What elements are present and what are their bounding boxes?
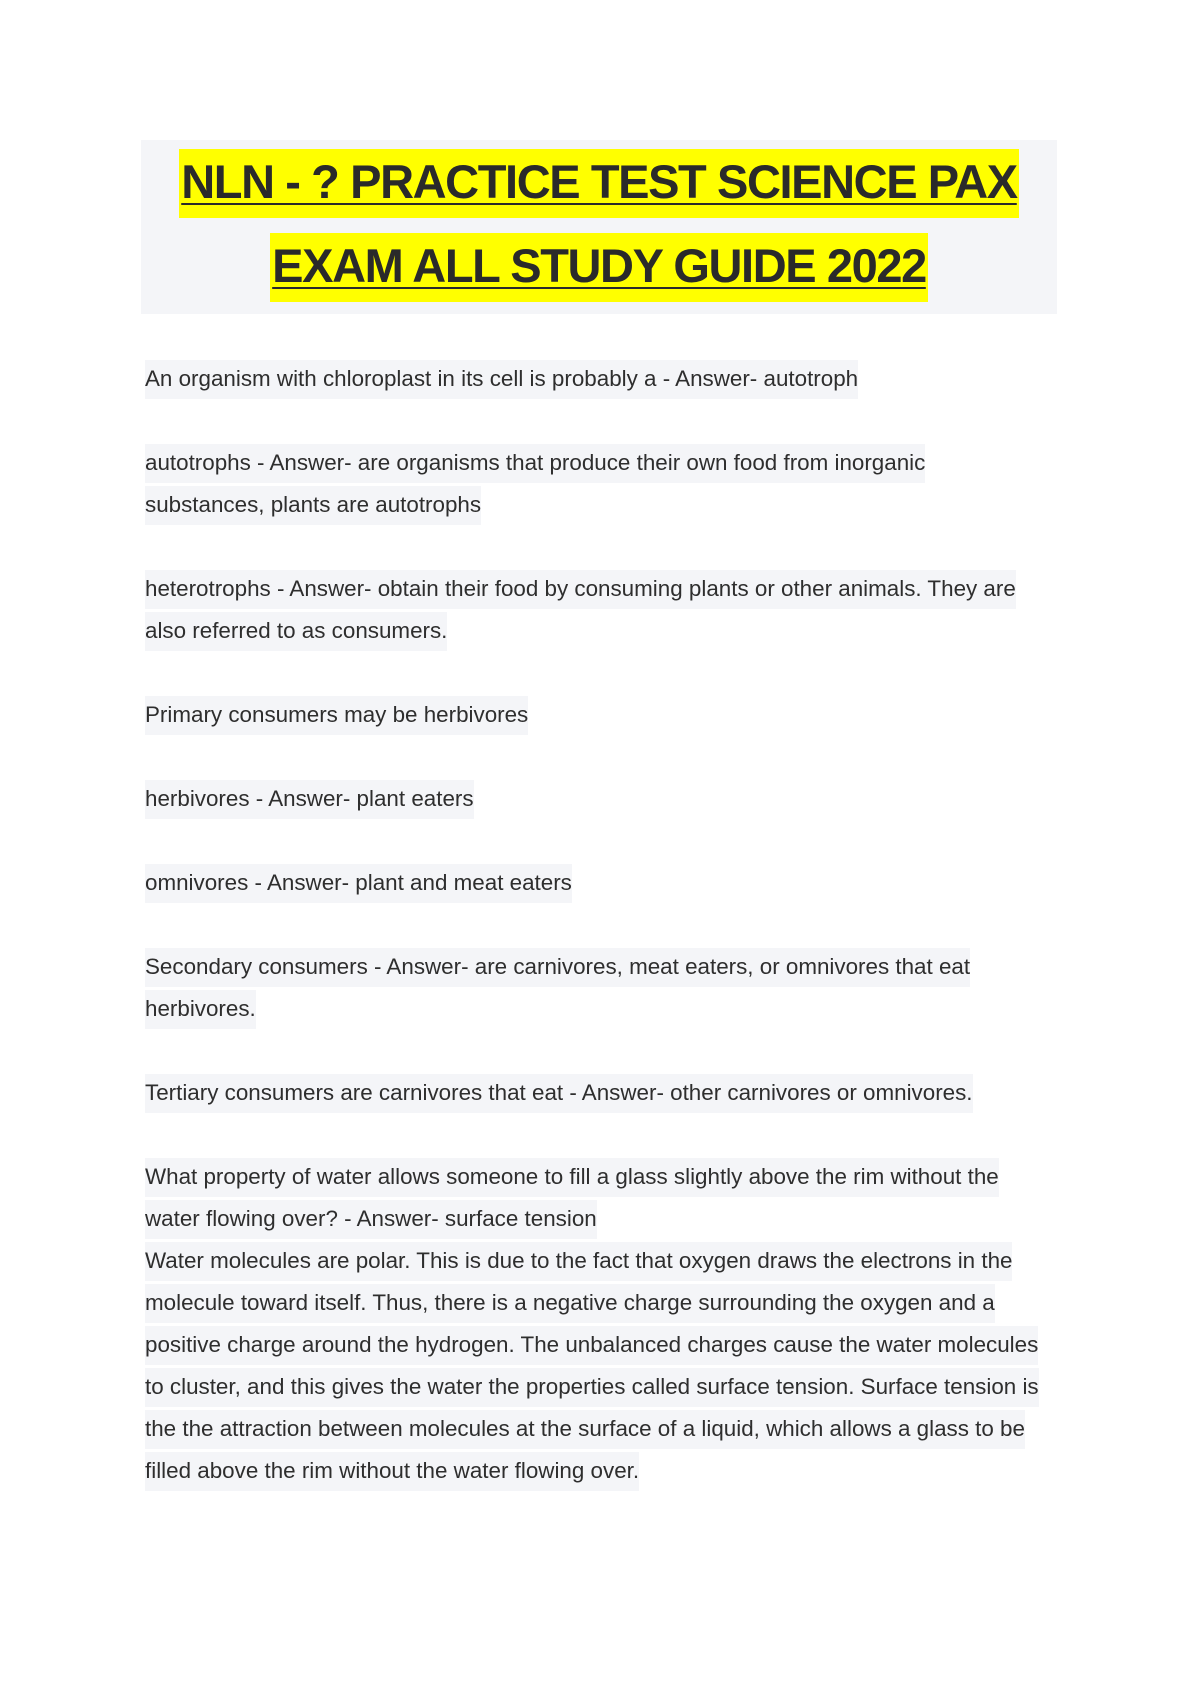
qa-entry [145,442,1050,526]
document-title [141,140,1057,314]
entry-text: heterotrophs - Answer- obtain their food by consuming plants or other animals. They are also referred to as consumers. [145,570,1016,651]
qa-entry [145,1072,1050,1114]
qa-entry [145,568,1050,652]
entry-text: An organism with chloroplast in its cell is probably a - Answer- autotroph [145,360,858,399]
qa-entry [145,778,1050,820]
qa-entry [145,694,1050,736]
title-line-2: EXAM ALL STUDY GUIDE 2022 [270,233,928,302]
qa-entry [145,1156,1050,1240]
title-line-1: NLN - ? PRACTICE TEST SCIENCE PAX [179,149,1019,218]
explanation-paragraph [145,1240,1050,1492]
entry-text: Secondary consumers - Answer- are carnivores, meat eaters, or omnivores that eat herbivores. [145,948,970,1029]
entry-text: autotrophs - Answer- are organisms that produce their own food from inorganic substances, plants are autotrophs [145,444,925,525]
entry-text: omnivores - Answer- plant and meat eaters [145,864,572,903]
explanation-text: Water molecules are polar. This is due to the fact that oxygen draws the electrons in the molecule toward itself. Thus, there is a negative charge surrounding the oxygen and a positive charge around the hydrogen. The unbalanced charges cause the water molecules to cluster, and this gives the water the properties called surface tension. Surface tension is the the attraction between molecules at the surface of a liquid, which allows a glass to be filled above the rim without the water flowing over. [145,1242,1039,1491]
qa-entry [145,946,1050,1030]
qa-entry [145,358,1050,400]
qa-entry [145,862,1050,904]
entry-text: Tertiary consumers are carnivores that eat - Answer- other carnivores or omnivores. [145,1074,973,1113]
entry-text: Primary consumers may be herbivores [145,696,528,735]
entry-text: herbivores - Answer- plant eaters [145,780,474,819]
entry-text: What property of water allows someone to fill a glass slightly above the rim without the water flowing over? - Answer- surface tension [145,1158,999,1239]
document-body [145,358,1050,1534]
